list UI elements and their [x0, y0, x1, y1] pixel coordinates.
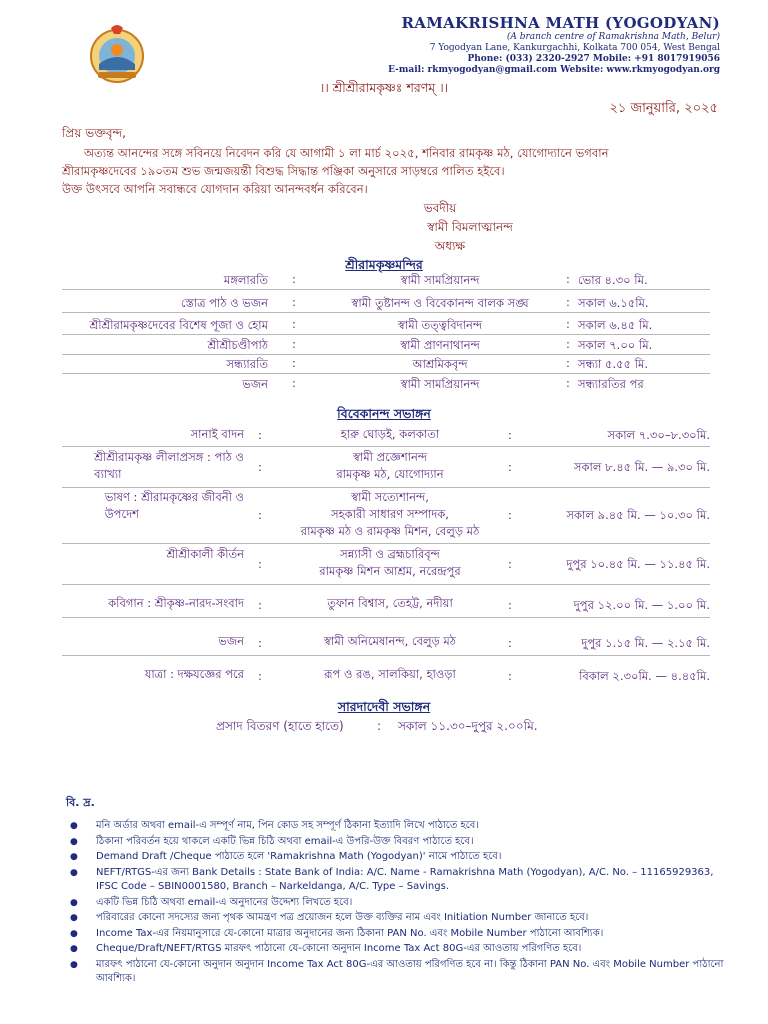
vivekananda-row: [0, 489, 768, 541]
signature-title: অধ্যক্ষ: [434, 239, 466, 253]
temple-colon-1: :: [292, 376, 296, 390]
temple-time: সন্ধ্যারতির পর: [578, 377, 644, 391]
salutation: প্রিয় ভক্তবৃন্দ,: [62, 126, 126, 140]
vivekananda-event: [105, 489, 244, 523]
vivekananda-colon-2: :: [508, 427, 512, 442]
sarada-colon: :: [377, 719, 382, 733]
vivekananda-by: [270, 546, 510, 580]
temple-event: স্তোত্র পাঠ ও ভজন: [180, 296, 268, 310]
temple-colon-1: :: [292, 317, 296, 331]
temple-colon-1: :: [292, 337, 296, 351]
letterhead: [388, 14, 720, 76]
vivekananda-colon-1: :: [258, 507, 262, 522]
bullet-icon: ●: [70, 821, 78, 831]
temple-colon-1: :: [292, 295, 296, 309]
note-item: [66, 819, 726, 834]
vivekananda-time: বিকাল ২.৩০মি. — ৪.৪৫মি.: [579, 668, 710, 683]
vivekananda-colon-2: :: [508, 507, 512, 522]
temple-colon-2: :: [566, 356, 570, 370]
vivekananda-row: [0, 426, 768, 444]
note-text: মারফৎ পাঠানো যে-কোনো অনুদান অনুদান Income Tax Act 80G-এর আওতায় পরিগণিত হবে না। কিন্তু ঠিকানা PAN No. এবং Mobile Number পাঠানো আবশ্যিক।: [96, 958, 724, 984]
temple-section-heading: শ্রীরামকৃষ্ণমন্দির: [345, 257, 423, 272]
note-text: Cheque/Draft/NEFT/RTGS মারফৎ পাঠানো যে-কোনো অনুদান Income Tax Act 80G-এর আওতায় পরিগণিত হবে।: [96, 943, 582, 954]
emblem-logo: [84, 20, 150, 86]
notes-heading: বি. দ্র.: [66, 796, 95, 809]
letter-date: ২১ জানুয়ারি, ২০২৫: [609, 101, 718, 116]
vivekananda-event: [166, 546, 244, 563]
note-text: ঠিকানা পরিবর্তন হয়ে থাকলে একটি ভিন্ন চিঠি অথবা email-এ উপরি-উক্ত বিবরণ পাঠাতে হবে।: [96, 835, 474, 847]
signature-name: স্বামী বিমলাত্মানন্দ: [427, 220, 513, 234]
event-line: কবিগান : শ্রীকৃষ্ণ-নারদ-সংবাদ: [108, 596, 244, 610]
temple-event: ভজন: [242, 377, 268, 391]
event-line: উপদেশ: [104, 507, 139, 521]
vivekananda-colon-2: :: [508, 556, 512, 571]
invocation: ।। শ্রীশ্রীরামকৃষ্ণঃ শরণম্ ।।: [319, 80, 449, 95]
bullet-icon: ●: [70, 944, 78, 954]
temple-time: সকাল ৬.১৫মি.: [578, 296, 649, 310]
vivekananda-row: [0, 595, 768, 615]
vivekananda-by: [270, 489, 510, 540]
body-line-2: শ্রীরামকৃষ্ণদেবের ১৯০তম শুভ জন্মজয়ন্তী বিশুদ্ধ সিদ্ধান্ত পঞ্জিকা অনুসারে সাড়ম্বরে পালিত হইবে।: [62, 164, 505, 178]
vivekananda-divider: [62, 584, 710, 585]
temple-colon-2: :: [566, 295, 570, 309]
temple-event: শ্রীশ্রীচণ্ডীপাঠ: [207, 338, 268, 352]
bullet-icon: ●: [70, 959, 78, 970]
by-line: রামকৃষ্ণ মঠ, যোগোদ্যান: [336, 467, 444, 481]
vivekananda-time: দুপুর ১০.৪৫ মি. — ১১.৪৫ মি.: [566, 556, 710, 571]
vivekananda-divider: [62, 655, 710, 656]
by-line: স্বামী সত্যেশানন্দ,: [351, 490, 429, 504]
note-item: [66, 866, 726, 895]
vivekananda-divider: [62, 617, 710, 618]
temple-colon-1: :: [292, 272, 296, 286]
event-line: সানাই বাদন: [190, 427, 244, 441]
note-item: [66, 896, 726, 911]
temple-by: স্বামী তুষ্টানন্দ ও বিবেকানন্দ বালক সঙ্ঘ: [351, 296, 529, 310]
by-line: হারু ঘোড়ই, কলকাতা: [340, 427, 440, 441]
note-text: পরিবারের কোনো সদস্যের জন্য পৃথক আমন্ত্রণ পত্র প্রয়োজন হলে উক্ত ব্যক্তির নাম এবং Initiation Number জানাতে হবে।: [96, 912, 589, 923]
temple-colon-2: :: [566, 317, 570, 331]
vivekananda-event: [191, 426, 244, 443]
note-item: [66, 942, 726, 957]
temple-row: [0, 313, 768, 335]
by-line: স্বামী অনিমেষানন্দ, বেলুড় মঠ: [324, 634, 456, 648]
by-line: রূপ ও রঙ, সালকিয়া, হাওড়া: [324, 667, 456, 681]
body-line-1: অত্যন্ত আনন্দের সঙ্গে সবিনয়ে নিবেদন করি যে আগামী ১ লা মার্চ ২০২৫, শনিবার রামকৃষ্ণ মঠ, যোগোদ্যানে ভগবান: [84, 146, 609, 160]
temple-row: [0, 372, 768, 394]
sarada-time: সকাল ১১.৩০–দুপুর ২.০০মি.: [398, 719, 538, 733]
vivekananda-row: [0, 449, 768, 485]
vivekananda-time: সকাল ৯.৪৫ মি. — ১০.৩০ মি.: [566, 507, 710, 522]
vivekananda-by: [270, 426, 510, 443]
temple-by: আশ্রমিকবৃন্দ: [412, 357, 468, 371]
vivekananda-event: [145, 666, 244, 683]
vivekananda-time: দুপুর ১২.০০ মি. — ১.০০ মি.: [573, 597, 710, 612]
vivekananda-colon-1: :: [258, 597, 262, 612]
vivekananda-time: সকাল ৭.৩০–৮.৩০মি.: [607, 427, 710, 442]
body-line-3: উক্ত উৎসবে আপনি সবান্ধবে যোগদান করিয়া আনন্দবর্ধন করিবেন।: [62, 182, 368, 196]
bullet-icon: ●: [70, 836, 78, 847]
temple-event: শ্রীশ্রীরামকৃষ্ণদেবের বিশেষ পূজা ও হোম: [89, 318, 268, 332]
vivekananda-time: দুপুর ১.১৫ মি. — ২.১৫ মি.: [581, 635, 710, 650]
vivekananda-divider: [62, 543, 710, 544]
temple-colon-1: :: [292, 356, 296, 370]
by-line: রামকৃষ্ণ মিশন আশ্রম, নরেন্দ্রপুর: [319, 564, 461, 578]
notes-block: [66, 794, 726, 988]
vivekananda-row: [0, 546, 768, 582]
by-line: সন্ন্যাসী ও ব্রহ্মচারিবৃন্দ: [340, 547, 440, 561]
event-line: ভাষণ : শ্রীরামকৃষ্ণের জীবনী ও: [104, 490, 244, 504]
vivekananda-event: [218, 633, 244, 650]
vivekananda-by: [270, 666, 510, 683]
temple-by: স্বামী সামপ্রিয়ানন্দ: [400, 273, 480, 287]
note-item: [66, 927, 726, 942]
vivekananda-colon-1: :: [258, 459, 262, 474]
signature-closing: ভবদীয়: [423, 201, 457, 215]
vivekananda-divider: [62, 446, 710, 447]
vivekananda-colon-2: :: [508, 597, 512, 612]
temple-time: সকাল ৬.৪৫ মি.: [578, 318, 653, 332]
vivekananda-row: [0, 633, 768, 653]
vivekananda-by: [270, 595, 510, 612]
vivekananda-by: [270, 633, 510, 650]
vivekananda-event: [108, 595, 244, 612]
temple-colon-2: :: [566, 272, 570, 286]
by-line: সহকারী সাধারণ সম্পাদক,: [331, 507, 449, 521]
event-line: শ্রীশ্রীরামকৃষ্ণ লীলাপ্রসঙ্গ : পাঠ ও: [94, 450, 244, 464]
phone: Phone: (033) 2320-2927 Mobile: +91 8017919056: [467, 54, 720, 64]
temple-event: সন্ধ্যারতি: [226, 357, 268, 371]
vivekananda-section-heading: বিবেকানন্দ সভাঙ্গন: [337, 406, 431, 421]
by-line: স্বামী প্রজ্ঞেশানন্দ: [352, 450, 428, 464]
event-line: ভজন: [218, 634, 244, 648]
temple-time: সন্ধ্যা ৫.৫৫ মি.: [578, 357, 649, 371]
temple-row: [0, 352, 768, 374]
temple-divider: [62, 289, 710, 290]
vivekananda-colon-1: :: [258, 668, 262, 683]
note-text: Demand Draft /Cheque পাঠাতে হলে 'Ramakrishna Math (Yogodyan)' নামে পাঠাতে হবে।: [96, 851, 502, 862]
temple-by: স্বামী প্রাণনাথানন্দ: [400, 338, 480, 352]
bullet-icon: ●: [70, 897, 78, 908]
org-name: RAMAKRISHNA MATH (YOGODYAN): [401, 14, 720, 32]
bullet-icon: ●: [70, 867, 78, 878]
note-item: [66, 911, 726, 926]
bullet-icon: ●: [70, 852, 78, 862]
bullet-icon: ●: [70, 928, 78, 939]
by-line: রামকৃষ্ণ মঠ ও রামকৃষ্ণ মিশন, বেলুড় মঠ: [300, 524, 480, 538]
vivekananda-colon-2: :: [508, 635, 512, 650]
branch-note: (A branch centre of Ramakrishna Math, Belur): [506, 32, 720, 42]
vivekananda-event: [94, 449, 244, 483]
vivekananda-colon-2: :: [508, 459, 512, 474]
vivekananda-by: [270, 449, 510, 483]
temple-colon-2: :: [566, 337, 570, 351]
vivekananda-divider: [62, 487, 710, 488]
temple-colon-2: :: [566, 376, 570, 390]
by-line: তুফান বিশ্বাস, তেহট্ট, নদীয়া: [327, 596, 453, 610]
note-item: [66, 835, 726, 850]
bullet-icon: ●: [70, 913, 78, 923]
temple-by: স্বামী সামপ্রিয়ানন্দ: [400, 377, 480, 391]
address: 7 Yogodyan Lane, Kankurgachhi, Kolkata 700 054, West Bengal: [429, 43, 720, 53]
note-item: [66, 850, 726, 865]
note-item: [66, 958, 726, 987]
note-text: Income Tax-এর নিয়মানুসারে যে-কোনো মাত্রার অনুদানের জন্য ঠিকানা PAN No. এবং Mobile Number পাঠানো আবশ্যিক।: [96, 927, 604, 939]
temple-by: স্বামী তত্ত্ববিদানন্দ: [397, 318, 483, 332]
note-text: মনি অর্ডার অথবা email-এ সম্পূর্ণ নাম, পিন কোড সহ সম্পূর্ণ ঠিকানা ইত্যাদি লিখে পাঠাতে হবে।: [96, 820, 479, 831]
sarada-event: প্রসাদ বিতরণ (হাতে হাতে): [216, 719, 344, 733]
email-website: E-mail: rkmyogodyan@gmail.com Website: www.rkmyogodyan.org: [388, 65, 720, 75]
temple-time: ভোর ৪.৩০ মি.: [578, 273, 648, 287]
temple-row: [0, 268, 768, 290]
event-line: ব্যাখ্যা: [94, 467, 122, 481]
sarada-section-heading: সারদাদেবী সভাঙ্গন: [337, 699, 431, 714]
vivekananda-colon-1: :: [258, 427, 262, 442]
note-text: NEFT/RTGS-এর জন্য Bank Details : State Bank of India: A/C. Name - Ramakrishna Math (Yogodyan), A/C. No. – 11165929363, IFSC Code – SBIN0001580, Branch – Narkeldanga, A/C. Type – Savings.: [96, 866, 714, 892]
notes-list: [66, 819, 726, 987]
temple-event: মঙ্গলারতি: [223, 273, 268, 287]
event-line: যাত্রা : দক্ষযজ্ঞের পরে: [144, 667, 244, 681]
event-line: শ্রীশ্রীকালী কীর্তন: [166, 547, 244, 561]
vivekananda-row: [0, 666, 768, 686]
note-text: একটি ভিন্ন চিঠি অথবা email-এ অনুদানের উদ্দেশ্য লিখতে হবে।: [96, 896, 353, 908]
vivekananda-colon-1: :: [258, 556, 262, 571]
temple-row: [0, 291, 768, 313]
vivekananda-colon-2: :: [508, 668, 512, 683]
temple-time: সকাল ৭.০০ মি.: [578, 338, 653, 352]
vivekananda-colon-1: :: [258, 635, 262, 650]
vivekananda-time: সকাল ৮.৪৫ মি. — ৯.৩০ মি.: [573, 459, 710, 474]
